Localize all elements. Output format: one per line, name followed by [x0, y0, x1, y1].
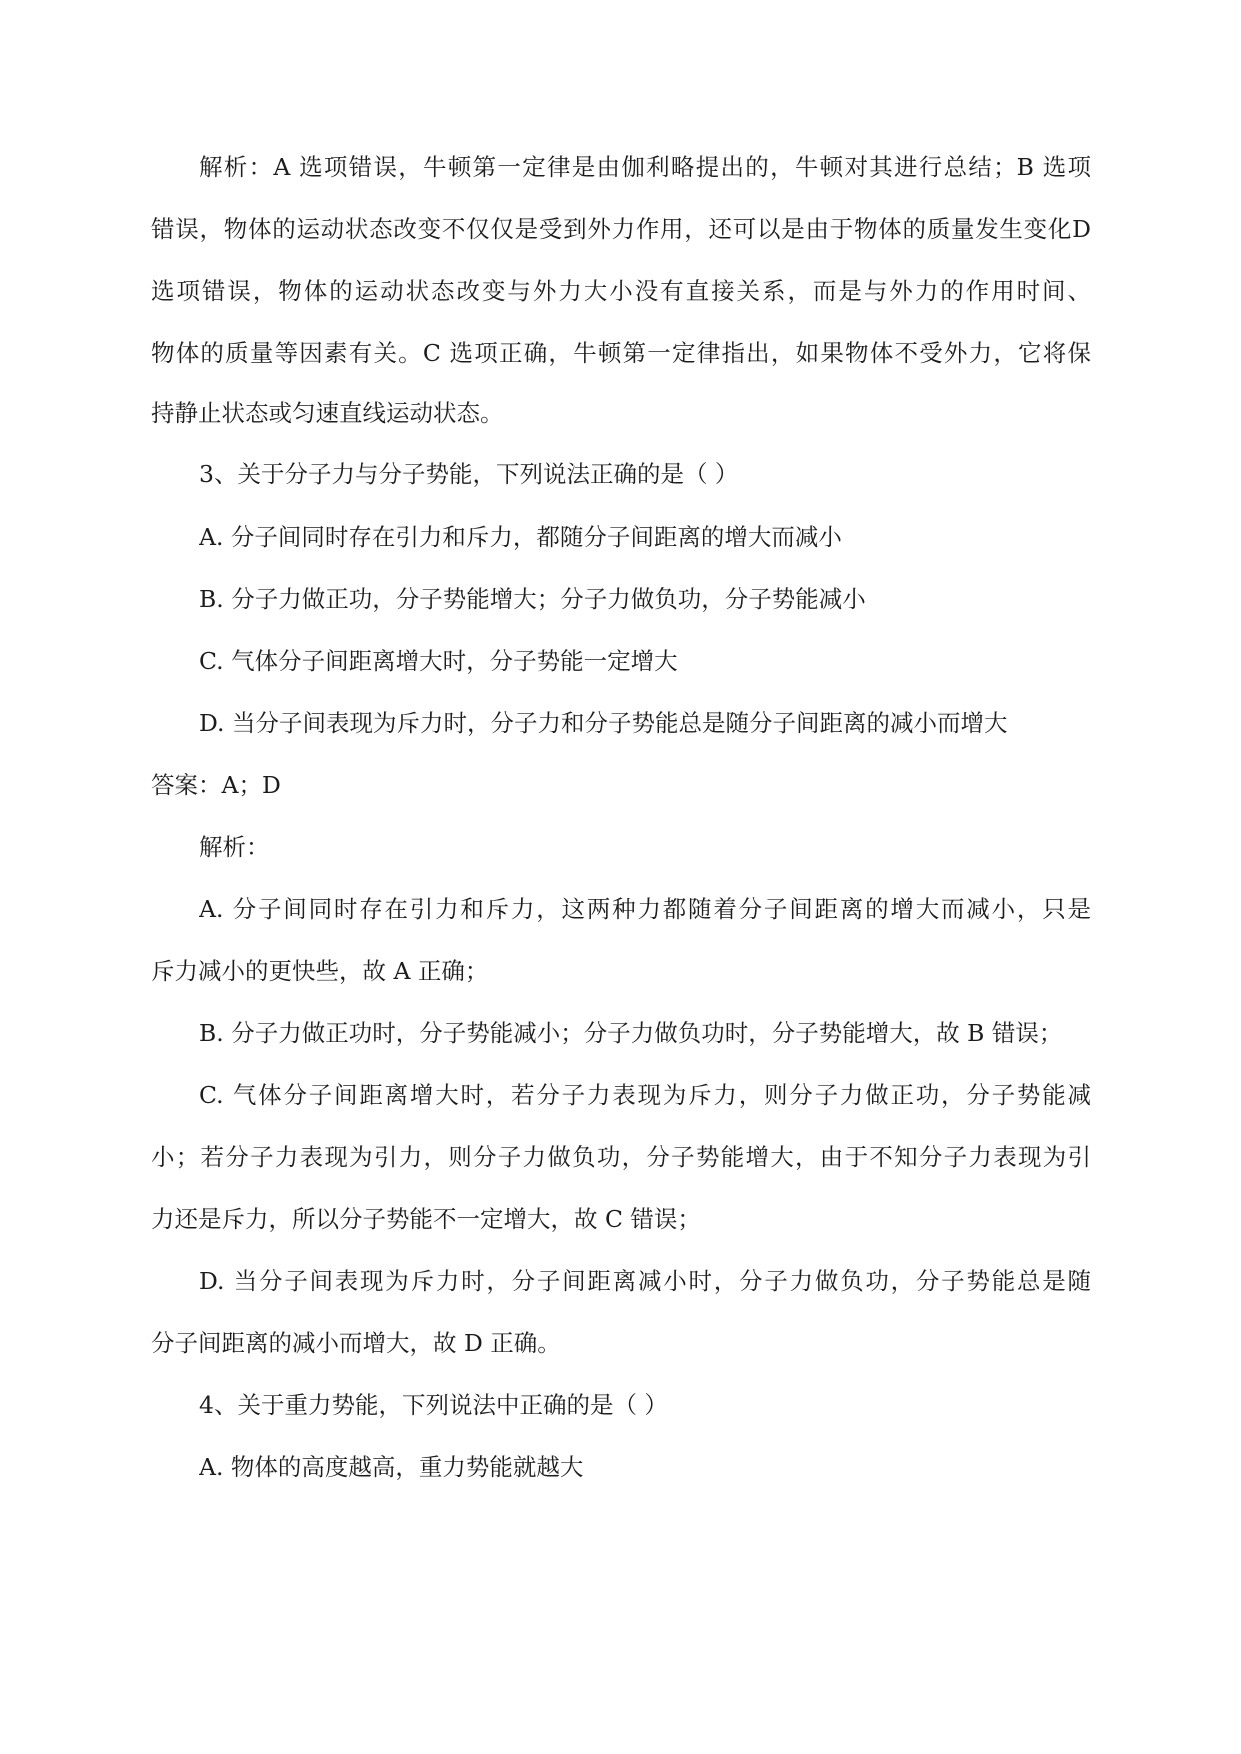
- question-3-option-c: C. 气体分子间距离增大时，分子势能一定增大: [199, 647, 678, 675]
- analysis-2-line-2: 错误，物体的运动状态改变不仅仅是受到外力作用，还可以是由于物体的质量发生变化D: [151, 215, 1091, 243]
- question-3-analysis-d-line-1: D. 当分子间表现为斥力时，分子间距离减小时，分子力做负功，分子势能总是随: [199, 1267, 1091, 1295]
- question-3-analysis-a-line-2: 斥力减小的更快些，故 A 正确；: [151, 957, 489, 985]
- question-4-option-a: A. 物体的高度越高，重力势能就越大: [199, 1453, 584, 1481]
- question-4-stem: 4、关于重力势能，下列说法中正确的是（ ）: [199, 1391, 668, 1419]
- question-3-analysis-heading: 解析：: [199, 833, 270, 861]
- question-3-analysis-c-line-1: C. 气体分子间距离增大时，若分子力表现为斥力，则分子力做正功，分子势能减: [199, 1081, 1091, 1109]
- question-3-option-a: A. 分子间同时存在引力和斥力，都随分子间距离的增大而减小: [199, 523, 842, 551]
- analysis-2-line-4: 物体的质量等因素有关。C 选项正确，牛顿第一定律指出，如果物体不受外力，它将保: [151, 339, 1091, 367]
- question-3-analysis-c-line-3: 力还是斥力，所以分子势能不一定增大，故 C 错误；: [151, 1205, 701, 1233]
- question-3-option-b: B. 分子力做正功，分子势能增大；分子力做负功，分子势能减小: [199, 585, 866, 613]
- question-3-analysis-b: B. 分子力做正功时，分子势能减小；分子力做负功时，分子势能增大，故 B 错误；: [199, 1019, 1063, 1047]
- question-3-stem: 3、关于分子力与分子势能，下列说法正确的是（ ）: [199, 460, 739, 488]
- analysis-2-line-5: 持静止状态或匀速直线运动状态。: [151, 399, 504, 427]
- analysis-2-line-1: 解析：A 选项错误，牛顿第一定律是由伽利略提出的，牛顿对其进行总结；B 选项: [199, 153, 1091, 181]
- question-3-analysis-c-line-2: 小；若分子力表现为引力，则分子力做负功，分子势能增大，由于不知分子力表现为引: [151, 1143, 1091, 1171]
- question-3-answer: 答案：A；D: [151, 771, 281, 799]
- question-3-analysis-d-line-2: 分子间距离的减小而增大，故 D 正确。: [151, 1329, 561, 1357]
- analysis-2-line-3: 选项错误，物体的运动状态改变与外力大小没有直接关系，而是与外力的作用时间、: [151, 277, 1091, 305]
- question-3-analysis-a-line-1: A. 分子间同时存在引力和斥力，这两种力都随着分子间距离的增大而减小，只是: [199, 895, 1091, 923]
- question-3-option-d: D. 当分子间表现为斥力时，分子力和分子势能总是随分子间距离的减小而增大: [199, 709, 1008, 737]
